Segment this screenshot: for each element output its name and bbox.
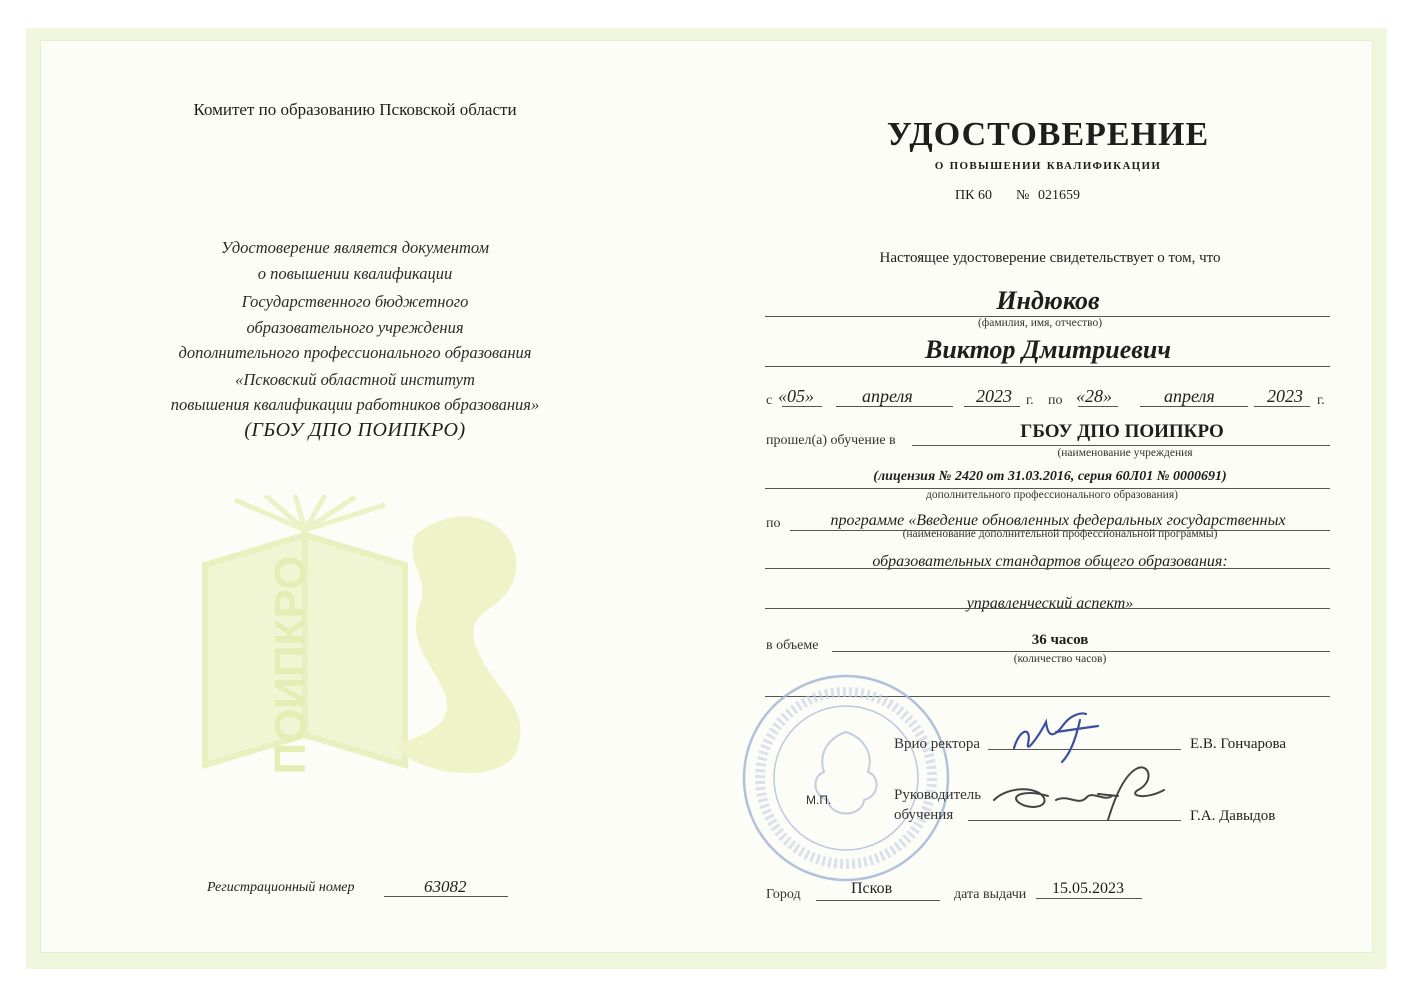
about-line-1: Удостоверение является документом <box>220 238 490 257</box>
period-to-prefix: по <box>1048 393 1063 408</box>
watermark-logo-text: ПОИПКРО <box>266 555 315 775</box>
holder-name: Виктор Дмитриевич <box>925 335 1171 364</box>
period-to-month: апреля <box>1164 386 1215 406</box>
volume-caption: (количество часов) <box>1013 653 1107 665</box>
program-label: по <box>766 516 781 531</box>
period-to-day-line <box>1078 406 1118 407</box>
head-title-line-2: обучения <box>894 807 954 823</box>
program-line-3 <box>765 608 1330 609</box>
period-from-prefix: с <box>766 393 773 408</box>
issue-date-line <box>1036 898 1142 899</box>
about-line-7: повышения квалификации работников образования» <box>170 395 540 414</box>
about-line-2: о повышении квалификации <box>257 264 453 283</box>
head-title-line-1: Руководитель <box>894 787 982 803</box>
license-caption: дополнительного профессионального образования) <box>926 489 1178 501</box>
license-info: (лицензия № 2420 от 31.03.2016, серия 60Л01 № 0000691) <box>873 469 1227 484</box>
institution-name: ГБОУ ДПО ПОИПКРО <box>1020 421 1224 442</box>
program-text-3: управленческий аспект» <box>966 595 1134 612</box>
program-caption: (наименование дополнительной профессиональной программы) <box>902 528 1218 540</box>
document-subtitle: о повышении квалификации <box>934 157 1162 173</box>
document-number: 021659 <box>1038 188 1080 203</box>
volume-label: в объеме <box>766 638 819 653</box>
head-name: Г.А. Давыдов <box>1190 808 1276 824</box>
registration-number: 63082 <box>424 877 467 896</box>
city-line <box>816 900 940 901</box>
official-stamp <box>740 672 952 884</box>
period-from-year-line <box>964 406 1020 407</box>
period-to-year-line <box>1254 406 1310 407</box>
rector-title: Врио ректора <box>894 736 981 752</box>
volume-line <box>832 651 1330 652</box>
trained-label: прошел(а) обучение в <box>766 433 896 448</box>
name-line <box>765 366 1330 367</box>
period-from-year-suffix: г. <box>1026 393 1034 408</box>
city-label: Город <box>766 887 801 902</box>
period-to-year: 2023 <box>1267 386 1303 406</box>
institution-caption: (наименование учреждения <box>1057 447 1193 459</box>
rector-name: Е.В. Гончарова <box>1190 736 1287 752</box>
document-title: УДОСТОВЕРЕНИЕ <box>886 116 1210 153</box>
period-to-month-line <box>1140 406 1248 407</box>
institution-abbreviation: (ГБОУ ДПО ПОИПКРО) <box>244 419 466 441</box>
volume-value: 36 часов <box>1031 632 1089 648</box>
period-from-month-line <box>836 406 953 407</box>
number-sign: № <box>1016 188 1030 203</box>
city-value: Псков <box>851 880 893 897</box>
period-to-year-suffix: г. <box>1317 393 1325 408</box>
period-from-day: «05» <box>778 386 814 406</box>
program-text-2: образовательных стандартов общего образования: <box>872 553 1228 570</box>
period-to-day: «28» <box>1076 386 1112 406</box>
period-from-year: 2023 <box>976 386 1012 406</box>
document-series: ПК 60 <box>955 188 992 203</box>
about-line-3: Государственного бюджетного <box>241 292 469 311</box>
stamp-label: М.П. <box>806 793 832 807</box>
program-text-1: программе «Введение обновленных федеральных государственных <box>830 512 1286 529</box>
issue-date-label: дата выдачи <box>954 887 1027 902</box>
head-signature <box>988 760 1178 836</box>
intro-text: Настоящее удостоверение свидетельствует о том, что <box>879 250 1221 266</box>
program-line-2 <box>765 568 1330 569</box>
watermark-logo <box>195 495 545 785</box>
holder-surname: Индюков <box>996 286 1100 315</box>
institution-line <box>912 445 1330 446</box>
about-line-6: «Псковский областной институт <box>235 370 475 389</box>
rector-signature <box>1010 708 1110 766</box>
issuer-name: Комитет по образованию Псковской области <box>193 100 517 119</box>
registration-label: Регистрационный номер <box>207 880 355 895</box>
about-line-4: образовательного учреждения <box>246 318 464 337</box>
issue-date-value: 15.05.2023 <box>1052 880 1124 897</box>
period-from-month: апреля <box>862 386 913 406</box>
fio-caption: (фамилия, имя, отчество) <box>977 317 1103 329</box>
period-from-day-line <box>782 406 822 407</box>
about-line-5: дополнительного профессионального образования <box>178 343 532 362</box>
